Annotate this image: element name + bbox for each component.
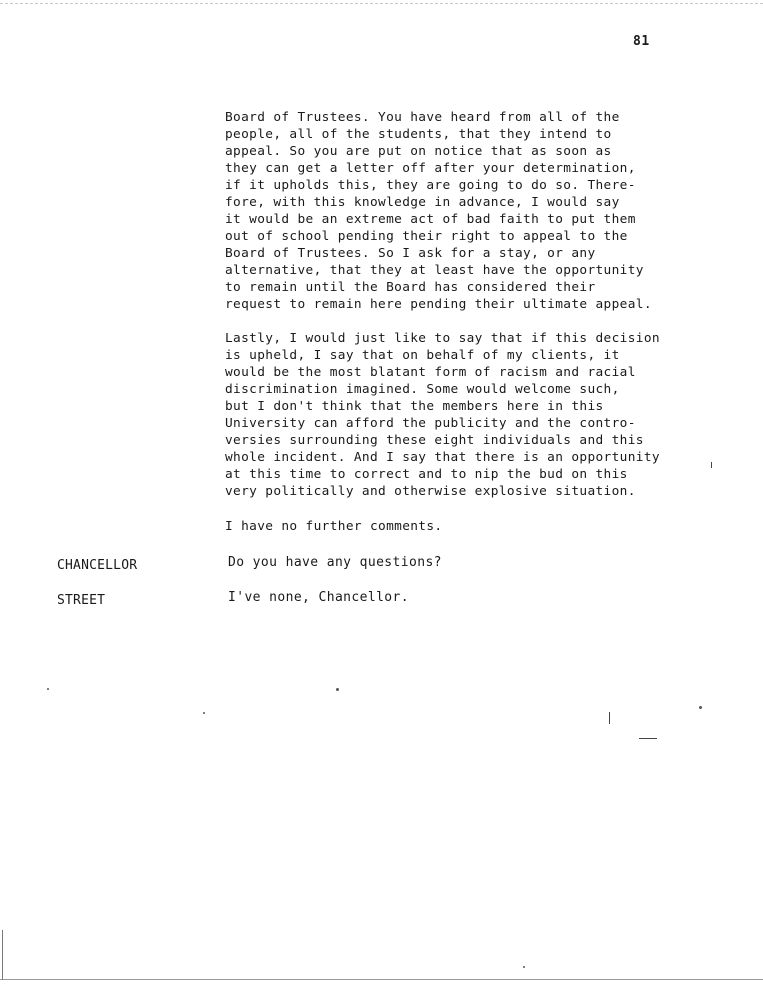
text-line: Board of Trustees. So I ask for a stay, or any: [225, 246, 596, 261]
scan-mark: [639, 738, 657, 739]
text-line: if it upholds this, they are going to do so. There-: [225, 178, 636, 193]
text-line: at this time to correct and to nip the bud on this: [225, 467, 628, 482]
text-line: appeal. So you are put on notice that as soon as: [225, 144, 612, 159]
text-line: but I don't think that the members here in this: [225, 399, 604, 414]
text-line: would be the most blatant form of racism and racial: [225, 365, 636, 380]
text-line: they can get a letter off after your determination,: [225, 161, 636, 176]
text-line: request to remain here pending their ultimate appeal.: [225, 297, 652, 312]
text-line: I have no further comments.: [225, 519, 443, 534]
paragraph-board-of-trustees: [225, 109, 675, 313]
text-line: University can afford the publicity and the contro-: [225, 416, 636, 431]
scan-speck: [47, 688, 49, 690]
page-left-edge: [2, 930, 3, 980]
text-line: very politically and otherwise explosive situation.: [225, 484, 636, 499]
chancellor-question: Do you have any questions?: [228, 555, 442, 570]
text-line: Lastly, I would just like to say that if this decision: [225, 331, 660, 346]
text-line: to remain until the Board has considered their: [225, 280, 596, 295]
scan-speck: [203, 712, 205, 714]
scan-speck: [336, 688, 339, 691]
street-reply: I've none, Chancellor.: [228, 590, 409, 605]
text-line: people, all of the students, that they intend to: [225, 127, 612, 142]
speaker-chancellor: CHANCELLOR: [57, 558, 138, 573]
scan-mark: [711, 462, 712, 468]
scan-mark: [609, 712, 610, 724]
text-line: discrimination imagined. Some would welcome such,: [225, 382, 620, 397]
page-number: 81: [633, 34, 650, 49]
page-top-edge: [0, 3, 763, 4]
scan-speck: [523, 966, 525, 968]
text-line: it would be an extreme act of bad faith to put them: [225, 212, 636, 227]
text-line: alternative, that they at least have the opportunity: [225, 263, 644, 278]
text-line: versies surrounding these eight individuals and this: [225, 433, 644, 448]
scan-speck: [699, 706, 702, 709]
speaker-street: STREET: [57, 593, 106, 608]
paragraph-lastly: [225, 330, 675, 500]
text-line: whole incident. And I say that there is an opportunity: [225, 450, 660, 465]
paragraph-closing: [225, 518, 675, 535]
text-line: out of school pending their right to appeal to the: [225, 229, 628, 244]
text-line: Board of Trustees. You have heard from all of the: [225, 110, 620, 125]
text-line: fore, with this knowledge in advance, I would say: [225, 195, 620, 210]
page-bottom-edge: [0, 979, 763, 980]
text-line: is upheld, I say that on behalf of my clients, it: [225, 348, 620, 363]
